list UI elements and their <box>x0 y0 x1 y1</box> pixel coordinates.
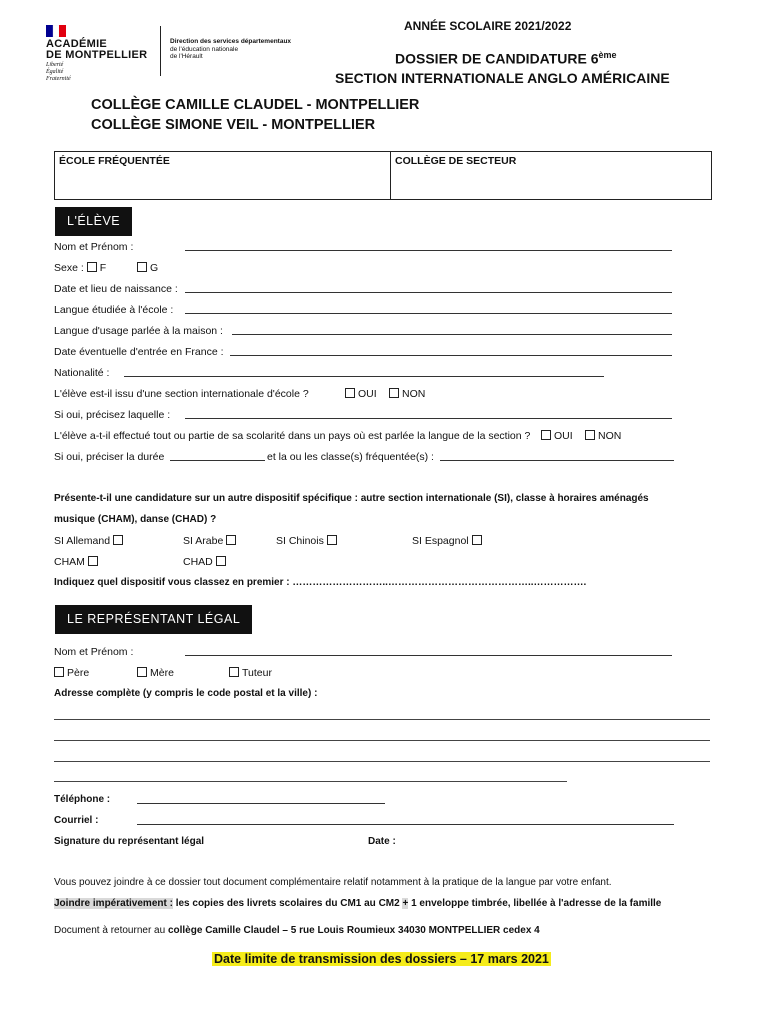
entree-france-field[interactable] <box>230 355 672 356</box>
si-oui-laquelle-field[interactable] <box>185 418 672 419</box>
scolarite-non <box>585 430 621 442</box>
si-oui-laquelle-label: Si oui, précisez laquelle : <box>54 409 171 421</box>
option-si-allemand <box>54 535 126 547</box>
eleve-banner: L'ÉLÈVE <box>55 207 132 236</box>
retour-label: Document à retourner au <box>54 925 166 936</box>
eleve-naissance-field[interactable] <box>185 292 672 293</box>
joindre-plus: + <box>402 898 409 909</box>
telephone-label: Téléphone : <box>54 794 111 805</box>
langue-ecole-field[interactable] <box>185 313 672 314</box>
checkbox-section-oui[interactable] <box>345 388 355 398</box>
rep-mere-label: Mère <box>150 667 174 679</box>
classes-label: et la ou les classe(s) fréquentée(s) : <box>267 451 434 463</box>
rep-tuteur-label: Tuteur <box>242 667 272 679</box>
date-label: Date : <box>368 836 396 847</box>
ecole-frequentee-label: ÉCOLE FRÉQUENTÉE <box>59 155 170 167</box>
section-title: SECTION INTERNATIONALE ANGLO AMÉRICAINE <box>335 70 670 86</box>
langue-ecole-label: Langue étudiée à l'école : <box>54 304 174 316</box>
option-si-allemand-label: SI Allemand <box>54 535 111 547</box>
form-title-main: DOSSIER DE CANDIDATURE 6 <box>395 50 599 67</box>
marianne-logo <box>46 24 66 36</box>
option-si-chinois-label: SI Chinois <box>276 535 324 547</box>
scolarite-oui <box>541 430 573 442</box>
courriel-label: Courriel : <box>54 815 99 826</box>
ecole-frequentee-field[interactable] <box>57 168 387 197</box>
si-oui-duree-label: Si oui, préciser la durée <box>54 451 165 463</box>
college-secteur-label: COLLÈGE DE SECTEUR <box>395 155 517 167</box>
option-cham-label: CHAM <box>54 556 85 568</box>
classes-field[interactable] <box>440 460 674 461</box>
dispositif-question: Présente-t-il une candidature sur un autre dispositif spécifique : autre section internationale (SI), classe à horaires aménagés <box>54 493 649 504</box>
college-1: COLLÈGE CAMILLE CLAUDEL - MONTPELLIER <box>91 97 420 113</box>
checkbox-si-allemand[interactable] <box>113 535 123 545</box>
eleve-sexe <box>54 262 106 274</box>
checkbox-pere[interactable] <box>54 667 64 677</box>
telephone-field[interactable] <box>137 803 385 804</box>
scolarite-question: L'élève a-t-il effectué tout ou partie de sa scolarité dans un pays où est parlée la langue de la section ? <box>54 430 531 442</box>
option-si-arabe-label: SI Arabe <box>183 535 224 547</box>
eleve-sexe-label: Sexe : <box>54 262 84 274</box>
schools-table-divider <box>390 152 391 199</box>
adresse-label: Adresse complète (y compris le code postal et la ville) : <box>54 688 318 699</box>
option-si-espagnol-label: SI Espagnol <box>412 535 469 547</box>
section-oui-label: OUI <box>358 388 377 400</box>
eleve-naissance-label: Date et lieu de naissance : <box>54 283 178 295</box>
checkbox-section-non[interactable] <box>389 388 399 398</box>
school-year: ANNÉE SCOLAIRE 2021/2022 <box>404 19 572 33</box>
adresse-line-3[interactable] <box>54 761 710 762</box>
representant-banner: LE REPRÉSENTANT LÉGAL <box>55 605 252 634</box>
rep-pere <box>54 667 89 679</box>
rep-mere <box>137 667 174 679</box>
dispositif-question-2: musique (CHAM), danse (CHAD) ? <box>54 514 217 525</box>
joindre-text-2: 1 enveloppe timbrée, libellée à l'adresse de la famille <box>411 898 662 909</box>
form-title-sup: ème <box>598 50 617 60</box>
motto-2: Égalité <box>46 69 64 75</box>
option-si-espagnol <box>412 535 485 547</box>
checkbox-si-arabe[interactable] <box>226 535 236 545</box>
duree-field[interactable] <box>170 460 265 461</box>
section-non-label: NON <box>402 388 426 400</box>
retour-line <box>54 925 540 936</box>
motto-1: Liberté <box>46 62 64 68</box>
courriel-field[interactable] <box>137 824 674 825</box>
option-chad <box>183 556 229 568</box>
section-question: L'élève est-il issu d'une section internationale d'école ? <box>54 388 309 400</box>
deadline: Date limite de transmission des dossiers – 17 mars 2021 <box>214 952 549 966</box>
rep-nom-field[interactable] <box>185 655 672 656</box>
direction-3: de l'Hérault <box>170 53 203 60</box>
motto-3: Fraternité <box>46 76 71 82</box>
checkbox-scolarite-non[interactable] <box>585 430 595 440</box>
section-non <box>389 388 425 400</box>
college-2: COLLÈGE SIMONE VEIL - MONTPELLIER <box>91 117 376 133</box>
rep-pere-label: Père <box>67 667 90 679</box>
scolarite-non-label: NON <box>598 430 622 442</box>
checkbox-chad[interactable] <box>216 556 226 566</box>
entree-france-label: Date éventuelle d'entrée en France : <box>54 346 224 358</box>
checkbox-g-label: G <box>150 262 159 274</box>
form-title <box>395 50 617 67</box>
rep-nom-label: Nom et Prénom : <box>54 646 134 658</box>
marianne-icon <box>46 25 66 37</box>
option-cham <box>54 556 101 568</box>
option-si-arabe <box>183 535 239 547</box>
joindre-doc-text: Vous pouvez joindre à ce dossier tout document complémentaire relatif notamment à la pratique de la langue par votre enfant. <box>54 877 612 888</box>
nationalite-field[interactable] <box>124 376 604 377</box>
rep-tuteur <box>229 667 272 679</box>
signature-label: Signature du représentant légal <box>54 836 205 847</box>
adresse-line-4[interactable] <box>54 781 567 782</box>
joindre-label: Joindre impérativement : <box>54 898 173 909</box>
checkbox-mere[interactable] <box>137 667 147 677</box>
adresse-line-2[interactable] <box>54 740 710 741</box>
checkbox-f[interactable] <box>87 262 97 272</box>
eleve-nom-label: Nom et Prénom : <box>54 241 134 253</box>
college-secteur-field[interactable] <box>393 168 709 197</box>
joindre-text-1: les copies des livrets scolaires du CM1 au CM2 <box>175 898 400 909</box>
section-oui <box>345 388 377 400</box>
direction-1: Direction des services départementaux <box>170 38 292 45</box>
eleve-sexe-g <box>137 262 158 274</box>
schools-table <box>54 151 712 200</box>
checkbox-tuteur[interactable] <box>229 667 239 677</box>
joindre-line <box>54 898 661 909</box>
checkbox-si-espagnol[interactable] <box>472 535 482 545</box>
retour-address: collège Camille Claudel – 5 rue Louis Roumieux 34030 MONTPELLIER cedex 4 <box>167 925 540 936</box>
logo-divider <box>160 26 161 76</box>
academy-name-1: ACADÉMIE <box>46 38 108 50</box>
nationalite-label: Nationalité : <box>54 367 110 379</box>
dispositif-classez: Indiquez quel dispositif vous classez en premier : ………………………..……………………………………..……………. <box>54 577 587 588</box>
direction-2: de l'éducation nationale <box>170 46 239 53</box>
eleve-nom-field[interactable] <box>185 250 672 251</box>
scolarite-oui-label: OUI <box>554 430 573 442</box>
option-chad-label: CHAD <box>183 556 213 568</box>
checkbox-si-chinois[interactable] <box>327 535 337 545</box>
adresse-line-1[interactable] <box>54 719 710 720</box>
option-si-chinois <box>276 535 340 547</box>
checkbox-cham[interactable] <box>88 556 98 566</box>
academy-name-2: DE MONTPELLIER <box>46 49 148 61</box>
checkbox-g[interactable] <box>137 262 147 272</box>
checkbox-f-label: F <box>99 262 107 274</box>
langue-maison-label: Langue d'usage parlée à la maison : <box>54 325 223 337</box>
checkbox-scolarite-oui[interactable] <box>541 430 551 440</box>
langue-maison-field[interactable] <box>232 334 672 335</box>
